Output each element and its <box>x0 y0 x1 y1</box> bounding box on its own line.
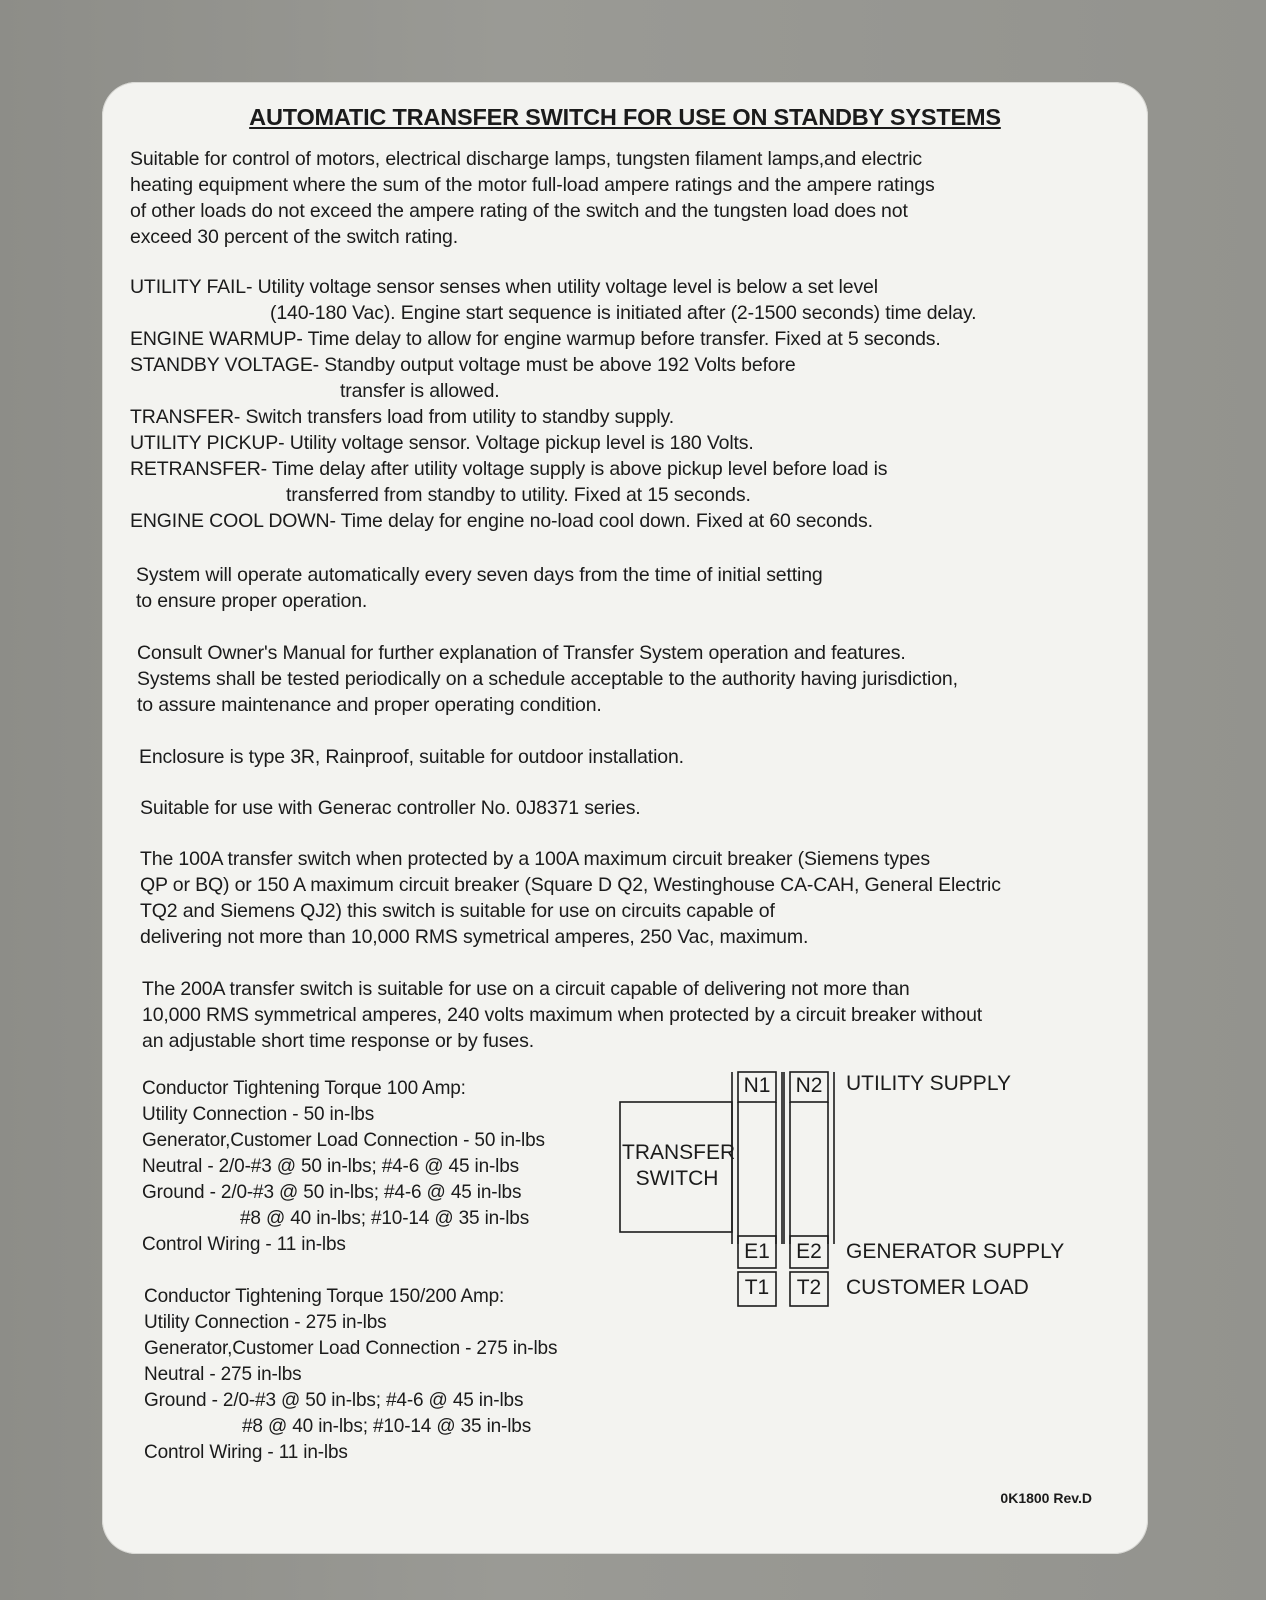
sequence-of-operation <box>130 274 976 534</box>
torque-100a-line: #8 @ 40 in-lbs; #10-14 @ 35 in-lbs <box>240 1208 530 1229</box>
torque-100a-line: Utility Connection - 50 in-lbs <box>142 1104 375 1125</box>
transfer-text: TRANSFER- Switch transfers load from utility to standby supply. <box>130 406 674 428</box>
transfer-switch-label-line2: SWITCH <box>635 1167 719 1190</box>
intro-paragraph <box>130 146 935 250</box>
torque-200a-line: Generator,Customer Load Connection - 275 in-lbs <box>144 1338 558 1359</box>
torque-100a-line: Generator,Customer Load Connection - 50 in-lbs <box>142 1130 545 1151</box>
part-number: 0K1800 Rev.D <box>1000 1490 1092 1506</box>
rating-100a-line: QP or BQ) or 150 A maximum circuit breaker (Square D Q2, Westinghouse CA-CAH, General Electric <box>140 874 1001 896</box>
n1-label: N1 <box>743 1074 771 1097</box>
engine-warmup-text: ENGINE WARMUP- Time delay to allow for engine warmup before transfer. Fixed at 5 seconds. <box>130 328 941 350</box>
utility-fail-text-cont: (140-180 Vac). Engine start sequence is initiated after (2-1500 seconds) time delay. <box>270 302 977 324</box>
t2-label: T2 <box>796 1276 822 1299</box>
utility-supply-label: UTILITY SUPPLY <box>846 1072 1011 1095</box>
customer-load-label: CUSTOMER LOAD <box>846 1276 1029 1299</box>
warning-label-plate <box>102 82 1148 1554</box>
intro-line: heating equipment where the sum of the motor full-load ampere ratings and the ampere ratings <box>130 174 935 196</box>
n2-label: N2 <box>795 1074 823 1097</box>
torque-100a-line: Neutral - 2/0-#3 @ 50 in-lbs; #4-6 @ 45 in-lbs <box>142 1156 520 1177</box>
retransfer-text-cont: transferred from standby to utility. Fixed at 15 seconds. <box>286 484 751 506</box>
exercise-line: to ensure proper operation. <box>136 590 368 612</box>
wiring-diagram <box>616 1068 1116 1328</box>
torque-200a-line: #8 @ 40 in-lbs; #10-14 @ 35 in-lbs <box>242 1416 532 1437</box>
label-title: AUTOMATIC TRANSFER SWITCH FOR USE ON STANDBY SYSTEMS <box>249 104 1001 130</box>
controller-text: Suitable for use with Generac controller No. 0J8371 series. <box>140 797 641 819</box>
torque-100a-heading: Conductor Tightening Torque 100 Amp: <box>142 1078 466 1099</box>
torque-200a-line: Neutral - 275 in-lbs <box>144 1364 302 1385</box>
torque-100a-line: Control Wiring - 11 in-lbs <box>142 1234 346 1255</box>
intro-line: Suitable for control of motors, electrical discharge lamps, tungsten filament lamps,and electric <box>130 148 922 170</box>
torque-200a-table <box>144 1284 557 1466</box>
generator-supply-label: GENERATOR SUPPLY <box>846 1240 1065 1263</box>
manual-paragraph <box>137 640 958 718</box>
standby-voltage-text-cont: transfer is allowed. <box>340 380 500 402</box>
engine-cool-down-text: ENGINE COOL DOWN- Time delay for engine no-load cool down. Fixed at 60 seconds. <box>130 510 873 532</box>
exercise-line: System will operate automatically every seven days from the time of initial setting <box>136 564 823 586</box>
transfer-switch-label-line1: TRANSFER <box>622 1141 736 1164</box>
utility-fail-text: UTILITY FAIL- Utility voltage sensor senses when utility voltage level is below a set level <box>130 276 878 298</box>
rating-200a-line: The 200A transfer switch is suitable for use on a circuit capable of delivering not more than <box>142 978 910 1000</box>
rating-200a-line: an adjustable short time response or by fuses. <box>142 1030 534 1052</box>
torque-200a-line: Ground - 2/0-#3 @ 50 in-lbs; #4-6 @ 45 in-lbs <box>144 1390 524 1411</box>
torque-200a-line: Utility Connection - 275 in-lbs <box>144 1312 387 1333</box>
rating-100a-line: TQ2 and Siemens QJ2) this switch is suitable for use on circuits capable of <box>140 900 775 922</box>
intro-line: of other loads do not exceed the ampere rating of the switch and the tungsten load does not <box>130 200 908 222</box>
e2-label: E2 <box>796 1240 822 1263</box>
rating-100a-paragraph <box>140 846 1001 950</box>
e1-label: E1 <box>744 1240 770 1263</box>
rating-200a-paragraph <box>142 976 982 1054</box>
torque-200a-heading: Conductor Tightening Torque 150/200 Amp: <box>144 1286 505 1307</box>
rating-100a-line: delivering not more than 10,000 RMS symetrical amperes, 250 Vac, maximum. <box>140 926 809 948</box>
manual-line: Consult Owner's Manual for further explanation of Transfer System operation and features. <box>137 642 906 664</box>
rating-100a-line: The 100A transfer switch when protected by a 100A maximum circuit breaker (Siemens types <box>140 848 930 870</box>
standby-voltage-text: STANDBY VOLTAGE- Standby output voltage must be above 192 Volts before <box>130 354 796 376</box>
torque-100a-line: Ground - 2/0-#3 @ 50 in-lbs; #4-6 @ 45 in-lbs <box>142 1182 522 1203</box>
torque-200a-line: Control Wiring - 11 in-lbs <box>144 1442 348 1463</box>
manual-line: Systems shall be tested periodically on a schedule acceptable to the authority having jurisdiction, <box>137 668 958 690</box>
intro-line: exceed 30 percent of the switch rating. <box>130 226 459 248</box>
rating-200a-line: 10,000 RMS symmetrical amperes, 240 volts maximum when protected by a circuit breaker without <box>142 1004 983 1026</box>
torque-100a-table <box>142 1076 545 1258</box>
utility-pickup-text: UTILITY PICKUP- Utility voltage sensor. Voltage pickup level is 180 Volts. <box>130 432 754 454</box>
retransfer-text: RETRANSFER- Time delay after utility voltage supply is above pickup level before load is <box>130 458 888 480</box>
enclosure-text: Enclosure is type 3R, Rainproof, suitable for outdoor installation. <box>139 746 684 768</box>
transfer-switch-label <box>622 1140 736 1192</box>
t1-label: T1 <box>744 1276 770 1299</box>
exercise-paragraph <box>136 562 823 614</box>
manual-line: to assure maintenance and proper operating condition. <box>137 694 602 716</box>
